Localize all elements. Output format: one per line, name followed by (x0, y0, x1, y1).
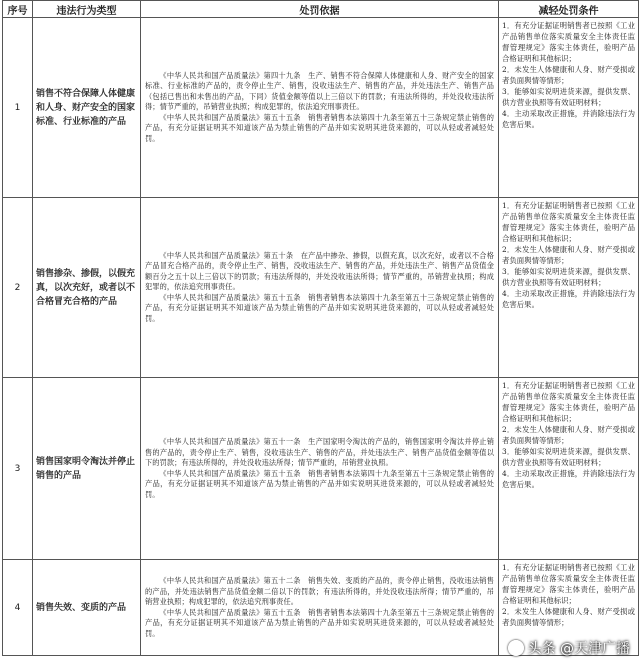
basis-paragraph: 《中华人民共和国产品质量法》第五十二条 销售失效、变质的产品的，责令停止销售，没收违法销售的产品，并处违法销售产品货值金额二倍以下的罚款；有违法所得的，并处没收违法所得；情节严重的，吊销营业执照；构成犯罪的，依法追究刑事责任。 (145, 576, 494, 606)
penalty-basis (141, 560, 499, 656)
condition-item: 3．能够如实说明进货来源，提供发票、供方营业执照等有效证明材料； (502, 447, 635, 467)
watermark-text: 头条 @天津广播 (527, 641, 630, 657)
watermark (508, 638, 630, 658)
basis-paragraph: 《中华人民共和国产品质量法》第五十五条 销售者销售本法第四十九条至第五十三条规定禁止销售的产品，有充分证据证明其不知道该产品为禁止销售的产品并如实说明其进货来源的，可以从轻或者减轻处罚。 (145, 112, 494, 143)
row-number: 2 (3, 198, 33, 378)
penalty-table (2, 0, 639, 656)
row-number: 1 (3, 18, 33, 198)
penalty-basis (141, 198, 499, 378)
condition-item: 2．未发生人体健康和人身、财产受损或者负面舆情等情形； (502, 65, 635, 85)
condition-item: 4．主动采取改正措施，并消除违法行为危害后果。 (502, 469, 635, 489)
broadcast-logo-icon (508, 640, 524, 656)
basis-paragraph: 《中华人民共和国产品质量法》第五十五条 销售者销售本法第四十九条至第五十三条规定禁止销售的产品，有充分证据证明其不知道该产品为禁止销售的产品并如实说明其进货来源的，可以从轻或者减轻处罚。 (145, 292, 494, 323)
basis-paragraph: 《中华人民共和国产品质量法》第四十九条 生产、销售不符合保障人体健康和人身、财产安全的国家标准、行业标准的产品的，责令停止生产、销售，没收违法生产、销售的产品，并处违法生产、销售产品（包括已售出和未售出的产品，下同）货值金额等值以上三倍以下的罚款；有违法所得的，并处没收违法所得；情节严重的，吊销营业执照；构成犯罪的，依法追究刑事责任。 (145, 70, 494, 112)
header-penalty-basis: 处罚依据 (141, 1, 499, 18)
violation-type: 销售国家明令淘汰并停止销售的产品 (33, 378, 141, 560)
penalty-basis (141, 18, 499, 198)
condition-item: 1．有充分证据证明销售者已按照《工业产品销售单位落实质量安全主体责任监督管理规定》落实主体责任，验明产品合格证明和其他标识； (502, 21, 635, 63)
row-number: 3 (3, 378, 33, 560)
basis-paragraph: 《中华人民共和国产品质量法》第五十一条 生产国家明令淘汰的产品的，销售国家明令淘汰并停止销售的产品的，责令停止生产、销售，没收违法生产、销售的产品，并处违法生产、销售产品货值金额等值以下的罚款；有违法所得的，并处没收违法所得；情节严重的，吊销营业执照。 (145, 437, 494, 467)
condition-item: 2．未发生人体健康和人身、财产受损或者负面舆情等情形； (502, 425, 635, 445)
table-row (3, 378, 639, 560)
header-mitigation-conditions: 减轻处罚条件 (499, 1, 639, 18)
condition-item: 1．有充分证据证明销售者已按照《工业产品销售单位落实质量安全主体责任监督管理规定》落实主体责任，验明产品合格证明和其他标识； (502, 563, 635, 605)
condition-item: 3．能够如实说明进货来源，提供发票、供方营业执照等有效证明材料； (502, 87, 635, 107)
condition-item: 2．未发生人体健康和人身、财产受损或者负面舆情等情形； (502, 607, 635, 627)
condition-item: 1．有充分证据证明销售者已按照《工业产品销售单位落实质量安全主体责任监督管理规定》落实主体责任，验明产品合格证明和其他标识； (502, 201, 635, 243)
condition-item: 4．主动采取改正措施，并消除违法行为危害后果。 (502, 289, 635, 309)
header-violation-type: 违法行为类型 (33, 1, 141, 18)
condition-item: 1．有充分证据证明销售者已按照《工业产品销售单位落实质量安全主体责任监督管理规定》落实主体责任，验明产品合格证明和其他标识； (502, 381, 635, 423)
violation-type: 销售失效、变质的产品 (33, 560, 141, 656)
violation-type: 销售掺杂、掺假，以假充真，以次充好，或者以不合格冒充合格的产品 (33, 198, 141, 378)
table-header-row (3, 1, 639, 18)
condition-item: 4．主动采取改正措施，并消除违法行为危害后果。 (502, 109, 635, 129)
header-number: 序号 (3, 1, 33, 18)
mitigation-conditions (499, 378, 639, 560)
mitigation-conditions (499, 198, 639, 378)
violation-type: 销售不符合保障人体健康和人身、财产安全的国家标准、行业标准的产品 (33, 18, 141, 198)
condition-item: 2．未发生人体健康和人身、财产受损或者负面舆情等情形； (502, 245, 635, 265)
condition-item: 3．能够如实说明进货来源，提供发票、供方营业执照等有效证明材料； (502, 267, 635, 287)
row-number: 4 (3, 560, 33, 656)
basis-paragraph: 《中华人民共和国产品质量法》第五十五条 销售者销售本法第四十九条至第五十三条规定禁止销售的产品，有充分证据证明其不知道该产品为禁止销售的产品并如实说明其进货来源的，可以从轻或者减轻处罚。 (145, 607, 494, 638)
basis-paragraph: 《中华人民共和国产品质量法》第五十条 在产品中掺杂、掺假，以假充真，以次充好，或者以不合格产品冒充合格产品的，责令停止生产、销售，没收违法生产、销售的产品，并处违法生产、销售产品货值金额百分之五十以上三倍以下的罚款；有违法所得的，并处没收违法所得；情节严重的，吊销营业执照；构成犯罪的，依法追究刑事责任。 (145, 250, 494, 292)
table-row (3, 18, 639, 198)
table-row (3, 198, 639, 378)
basis-paragraph: 《中华人民共和国产品质量法》第五十五条 销售者销售本法第四十九条至第五十三条规定禁止销售的产品，有充分证据证明其不知道该产品为禁止销售的产品并如实说明其进货来源的，可以从轻或者减轻处罚。 (145, 468, 494, 499)
mitigation-conditions (499, 18, 639, 198)
penalty-basis (141, 378, 499, 560)
